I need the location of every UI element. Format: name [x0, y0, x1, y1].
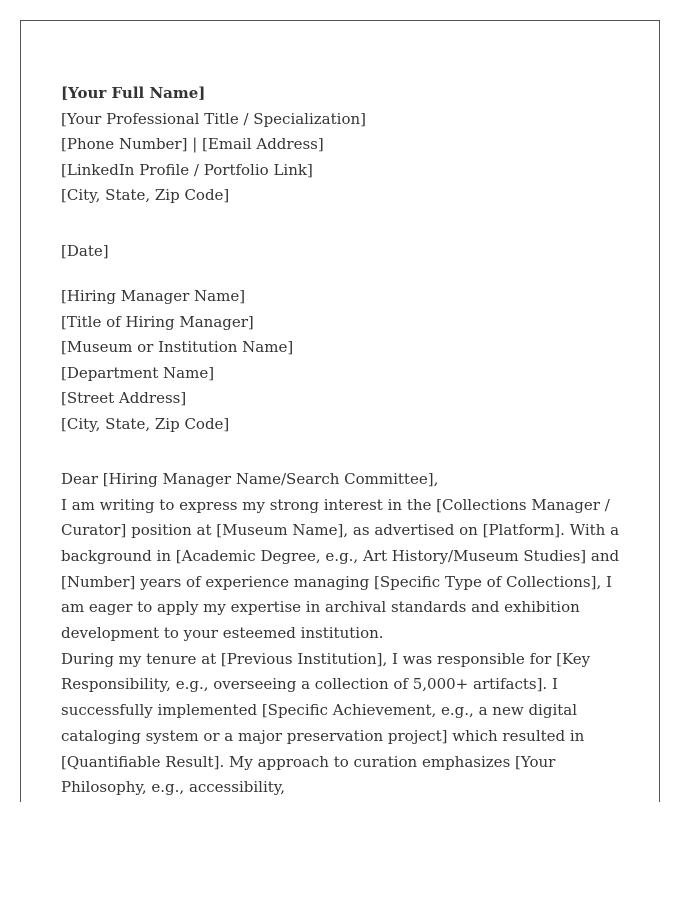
- recipient-block: [61, 284, 621, 437]
- recipient-location: [City, State, Zip Code]: [61, 414, 230, 433]
- sender-links: [LinkedIn Profile / Portfolio Link]: [61, 160, 313, 179]
- salutation: Dear [Hiring Manager Name/Search Committee],: [61, 470, 439, 488]
- date-block: [61, 239, 621, 265]
- letter-content: [61, 81, 621, 801]
- sender-block: [61, 81, 621, 209]
- body-paragraph-2: During my tenure at [Previous Institution], I was responsible for [Key Responsibility, e.g., overseeing a collection of 5,000+ artifacts]. I successfully implemented [Specific Achievement, e.g., a new digital cataloging system or a major preservation project] which resulted in [Quantifiable Result]. My approach to curation emphasizes [Your Philosophy, e.g., accessibility,: [61, 649, 591, 797]
- sender-title: [Your Professional Title / Specialization]: [61, 109, 366, 128]
- recipient-department: [Department Name]: [61, 363, 215, 382]
- recipient-institution: [Museum or Institution Name]: [61, 338, 294, 356]
- letter-date: [Date]: [61, 241, 109, 260]
- sender-location: [City, State, Zip Code]: [61, 186, 230, 204]
- recipient-name: [Hiring Manager Name]: [61, 287, 246, 305]
- recipient-street: [Street Address]: [61, 389, 187, 407]
- sender-contact: [Phone Number] | [Email Address]: [61, 135, 324, 153]
- letter-page: [20, 20, 660, 802]
- sender-name: [Your Full Name]: [61, 84, 206, 102]
- recipient-title: [Title of Hiring Manager]: [61, 312, 254, 331]
- salutation-block: [61, 467, 621, 493]
- body-paragraph-1: I am writing to express my strong interest in the [Collections Manager / Curator] position at [Museum Name], as advertised on [Platform]. With a background in [Academic Degree, e.g., Art History/Museum Studies] and [Number] years of experience managing [Specific Type of Collections], I am eager to apply my expertise in archival standards and exhibition development to your esteemed institution.: [61, 495, 620, 643]
